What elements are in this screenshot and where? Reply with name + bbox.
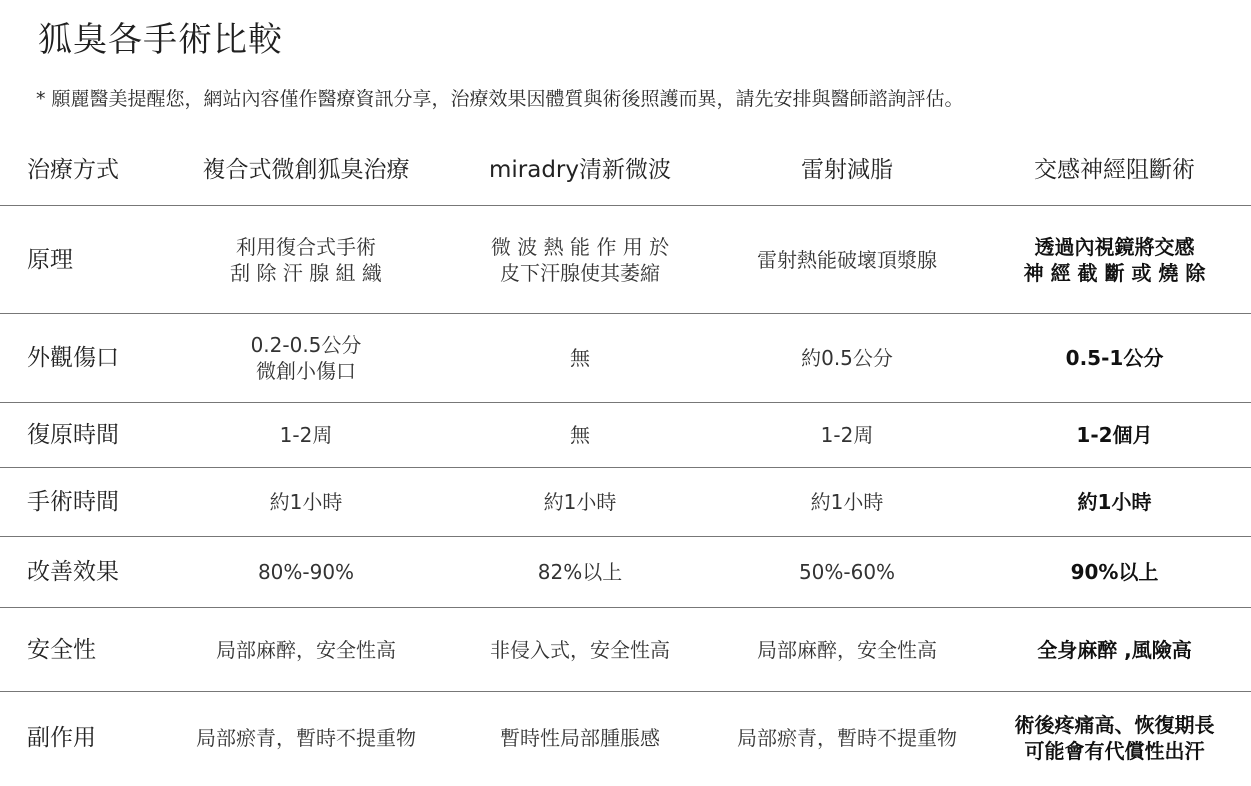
table-cell: 局部瘀青，暫時不提重物 (196, 726, 416, 750)
row-label: 改善效果 (27, 559, 119, 585)
row-label: 副作用 (27, 725, 96, 751)
table-cell: 無 (570, 423, 590, 447)
table-cell: 非侵入式，安全性高 (490, 637, 670, 662)
table-cell: 80%-90% (257, 560, 355, 584)
header-method-combined: 複合式微創狐臭治療 (202, 156, 410, 183)
table-cell: 約1小時 (1077, 490, 1152, 514)
row-label: 復原時間 (27, 422, 119, 448)
header-method-miradry: miradry清新微波 (488, 156, 671, 183)
table-cell: 暫時性局部腫脹感 (500, 726, 660, 750)
table-cell: 微 波 熱 能 作 用 於 皮下汗腺使其萎縮 (490, 234, 670, 285)
header-method-sympathectomy: 交感神經阻斷術 (1034, 156, 1195, 183)
table-row-side-effects (0, 692, 1251, 784)
row-label: 安全性 (27, 636, 96, 663)
table-cell: 50%-60% (798, 560, 896, 584)
table-cell: 透過內視鏡將交感 神 經 截 斷 或 燒 除 (1023, 234, 1206, 285)
table-cell: 約1小時 (810, 490, 884, 514)
row-label: 外觀傷口 (27, 345, 119, 371)
table-cell: 90%以上 (1070, 560, 1159, 584)
table-row-recovery (0, 403, 1251, 468)
table-cell: 全身麻醉 ,風險高 (1037, 637, 1192, 662)
table-cell: 無 (570, 346, 590, 370)
disclaimer-note: * 願麗醫美提醒您，網站內容僅作醫療資訊分享，治療效果因體質與術後照護而異，請先安排與醫師諮詢評估。 (36, 88, 964, 110)
page-title: 狐臭各手術比較 (38, 20, 283, 60)
row-label: 原理 (27, 246, 73, 273)
table-cell: 約1小時 (543, 490, 617, 514)
table-cell: 0.5-1公分 (1065, 346, 1164, 370)
table-row-improvement (0, 537, 1251, 608)
table-cell: 約0.5公分 (801, 346, 893, 370)
row-label: 手術時間 (27, 489, 119, 515)
table-row-wound (0, 314, 1251, 403)
table-cell: 82%以上 (537, 560, 623, 584)
table-cell: 1-2周 (820, 423, 874, 447)
table-cell: 局部麻醉，安全性高 (216, 637, 396, 662)
table-cell: 術後疼痛高、恢復期長 可能會有代償性出汗 (1014, 713, 1215, 763)
table-header-row (0, 134, 1251, 206)
header-method-laser: 雷射減脂 (801, 156, 893, 183)
header-label: 治療方式 (27, 156, 119, 183)
table-cell: 局部瘀青，暫時不提重物 (737, 726, 957, 750)
table-cell: 約1小時 (269, 490, 343, 514)
table-cell: 1-2個月 (1076, 423, 1153, 447)
table-row-principle (0, 206, 1251, 314)
table-cell: 0.2-0.5公分 微創小傷口 (250, 333, 362, 383)
table-row-safety (0, 608, 1251, 692)
table-cell: 局部麻醉，安全性高 (757, 637, 937, 662)
table-cell: 利用復合式手術 刮 除 汗 腺 組 織 (230, 234, 382, 285)
table-cell: 雷射熱能破壞頂漿腺 (757, 247, 937, 272)
table-row-surgery-time (0, 468, 1251, 537)
table-cell: 1-2周 (279, 423, 333, 447)
comparison-table (0, 134, 1251, 784)
